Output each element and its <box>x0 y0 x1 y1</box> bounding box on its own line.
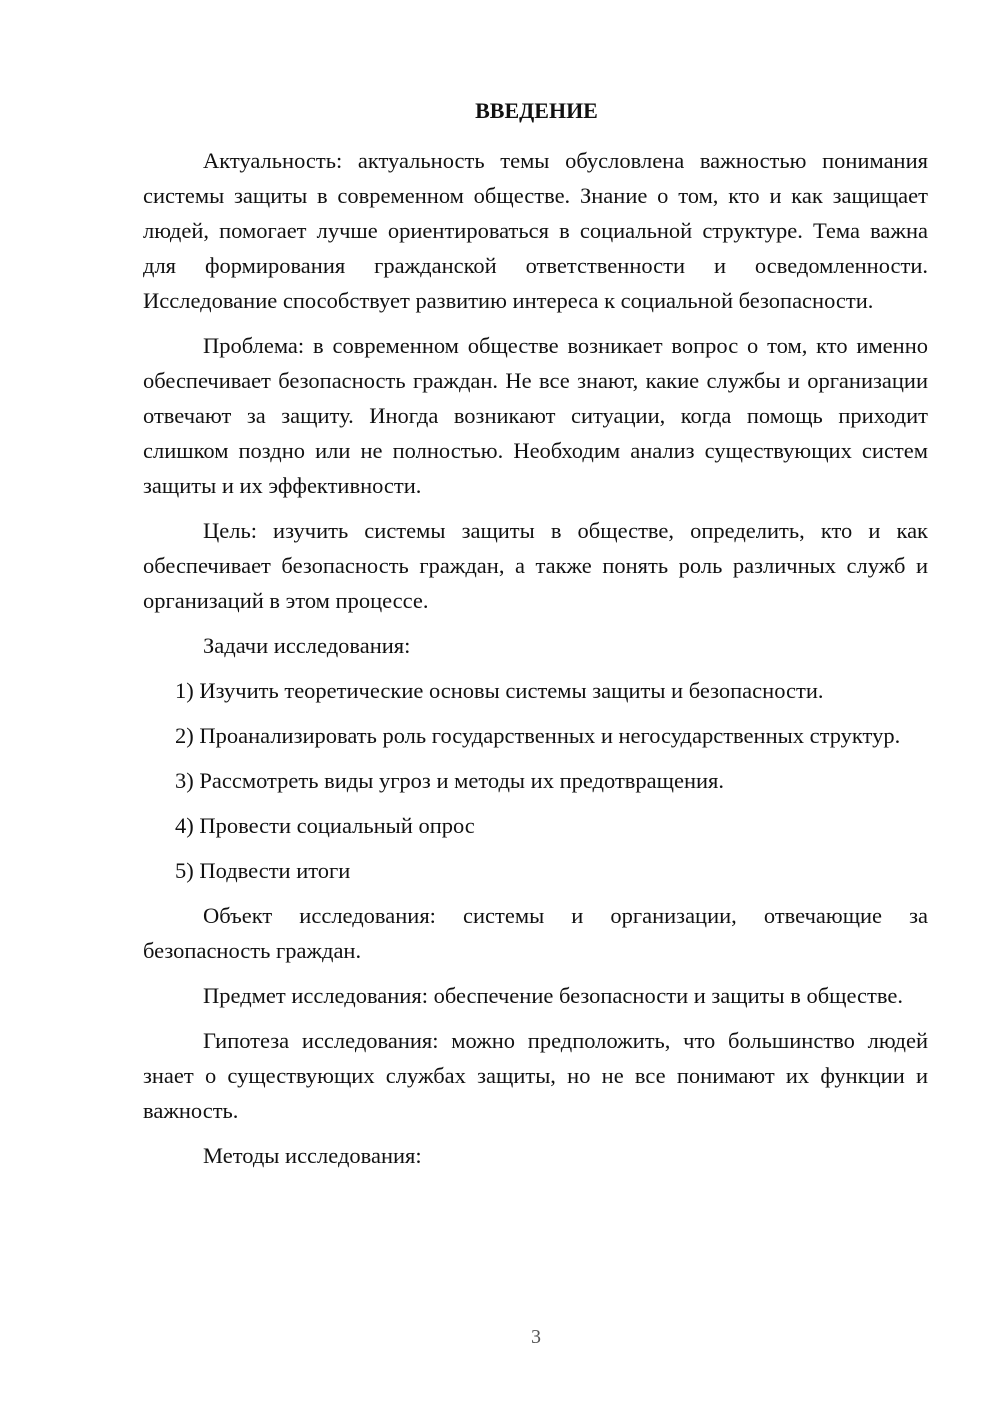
subject-paragraph: Предмет исследования: обеспечение безопасности и защиты в обществе. <box>203 983 903 1008</box>
goal-paragraph: Цель: изучить системы защиты в обществе, определить, кто и как обеспечивает безопасность граждан, а также понять роль различных служб и организаций в этом процессе. <box>143 518 928 613</box>
task-item-3: 3) Рассмотреть виды угроз и методы их предотвращения. <box>175 768 725 793</box>
object-paragraph: Объект исследования: системы и организации, отвечающие за безопасность граждан. <box>143 903 928 963</box>
task-item-5: 5) Подвести итоги <box>175 858 351 883</box>
methods-title: Методы исследования: <box>203 1143 422 1168</box>
hypothesis-paragraph: Гипотеза исследования: можно предположить, что большинство людей знает о существующих службах защиты, но не все понимают их функции и важность. <box>143 1028 928 1123</box>
task-item-2: 2) Проанализировать роль государственных и негосударственных структур. <box>175 723 901 748</box>
task-item-1: 1) Изучить теоретические основы системы защиты и безопасности. <box>175 678 824 703</box>
document-page <box>143 94 928 1183</box>
tasks-title: Задачи исследования: <box>203 633 411 658</box>
relevance-paragraph: Актуальность: актуальность темы обусловлена важностью понимания системы защиты в современном обществе. Знание о том, кто и как защищает людей, помогает лучше ориентироваться в социальной структуре. Тема важна для формирования гражданской ответственности и осведомленности. Исследование способствует развитию интереса к социальной безопасности. <box>143 148 928 313</box>
page-number: 3 <box>531 1326 541 1348</box>
section-heading: ВВЕДЕНИЕ <box>475 98 598 123</box>
problem-paragraph: Проблема: в современном обществе возникает вопрос о том, кто именно обеспечивает безопасность граждан. Не все знают, какие службы и организации отвечают за защиту. Иногда возникают ситуации, когда помощь приходит слишком поздно или не полностью. Необходим анализ существующих систем защиты и их эффективности. <box>143 333 928 498</box>
task-item-4: 4) Провести социальный опрос <box>175 813 475 838</box>
